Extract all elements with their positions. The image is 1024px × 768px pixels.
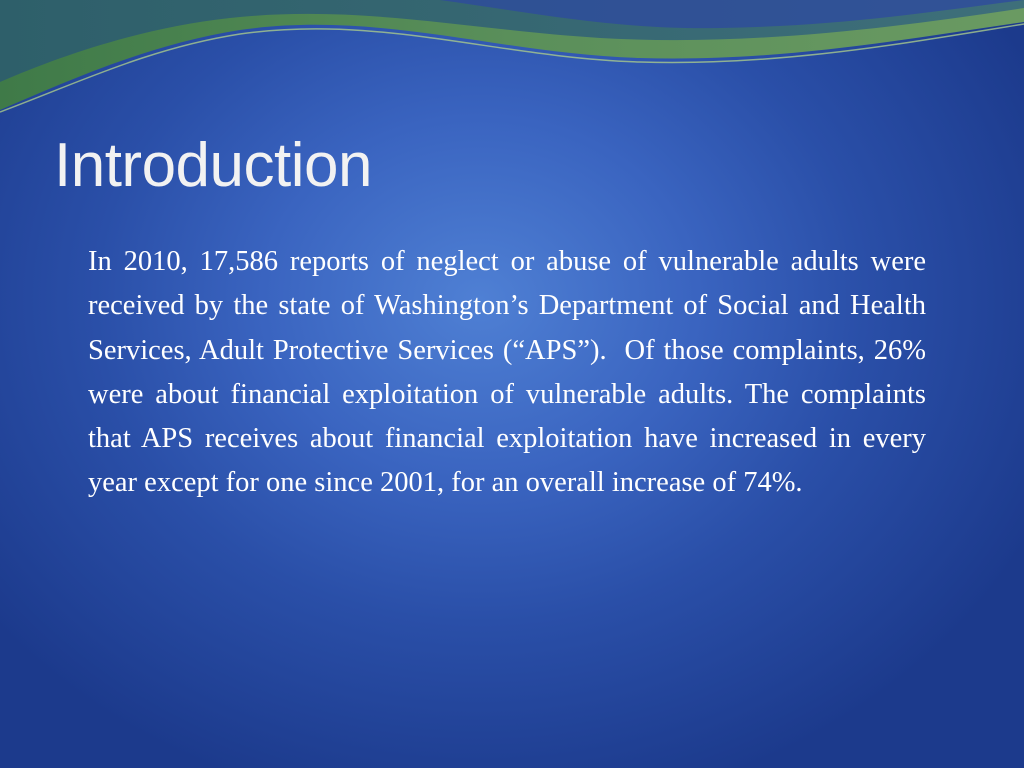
header-wave-decoration [0, 0, 1024, 140]
slide-body-text: In 2010, 17,586 reports of neglect or abuse of vulnerable adults were received by the state of Washington’s Department of Social and Health Services, Adult Protective Services (“APS”). Of those complaints, 26% were about financial exploitation of vulnerable adults. The complaints that APS receives about financial exploitation have increased in every year except for one since 2001, for an overall increase of 74%. [88, 246, 941, 499]
slide-title: Introduction [54, 131, 372, 200]
